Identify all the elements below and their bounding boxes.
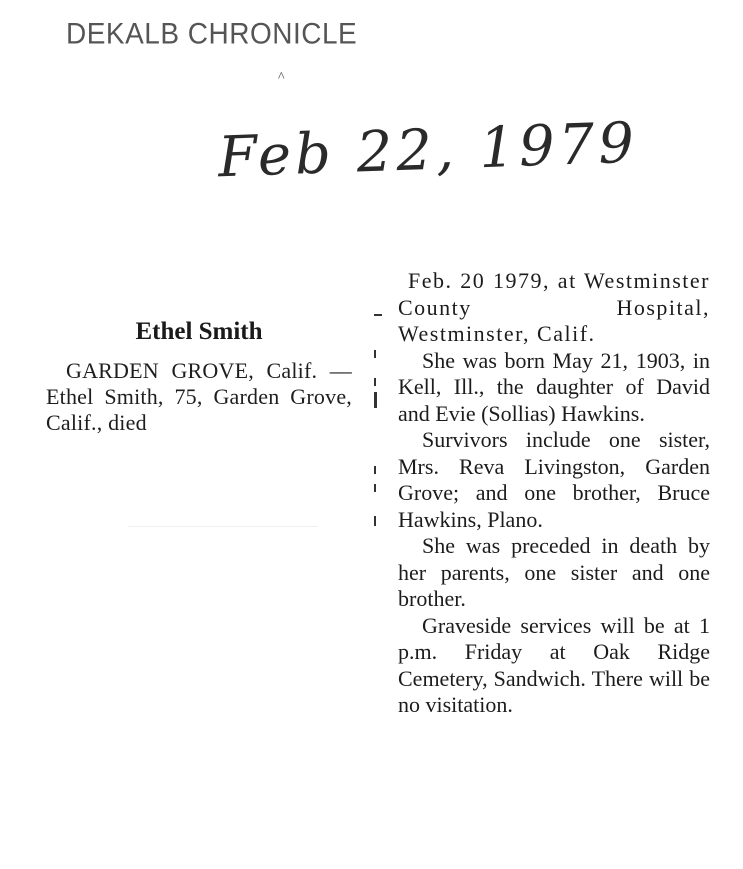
left-column-text: GARDEN GROVE, Calif. — Ethel Smith, 75, Garden Grove, Calif., died (46, 358, 352, 435)
gutter-mark (374, 516, 376, 526)
newspaper-stamp: DEKALB CHRONICLE (66, 17, 358, 50)
gutter-mark (374, 314, 382, 316)
obituary-headline: Ethel Smith (135, 318, 263, 345)
paragraph-death-details: Feb. 20 1979, at Westminster County Hospital, Westminster, Calif. (398, 268, 710, 346)
left-column (46, 318, 352, 436)
paragraph-birth: She was born May 21, 1903, in Kell, Ill., the daughter of David and Evie (Sollias) Hawkins. (398, 347, 710, 426)
right-column (398, 268, 710, 719)
handwritten-date: Feb 22, 1979 (216, 110, 639, 191)
caret-mark: ^ (278, 70, 285, 85)
paragraph-survivors: Survivors include one sister, Mrs. Reva Livingston, Garden Grove; and one brother, Bruce Hawkins, Plano. (398, 427, 710, 532)
gutter-mark (374, 392, 377, 408)
gutter-mark (374, 466, 376, 474)
clipping-edge-line (128, 526, 318, 527)
paragraph-preceded: She was preceded in death by her parents, one sister and one brother. (398, 533, 710, 611)
gutter-mark (374, 350, 376, 358)
column-gutter-marks (374, 300, 384, 600)
gutter-mark (374, 378, 376, 386)
paragraph-services: Graveside services will be at 1 p.m. Friday at Oak Ridge Cemetery, Sandwich. There will be no visitation. (398, 612, 710, 717)
gutter-mark (374, 484, 376, 492)
